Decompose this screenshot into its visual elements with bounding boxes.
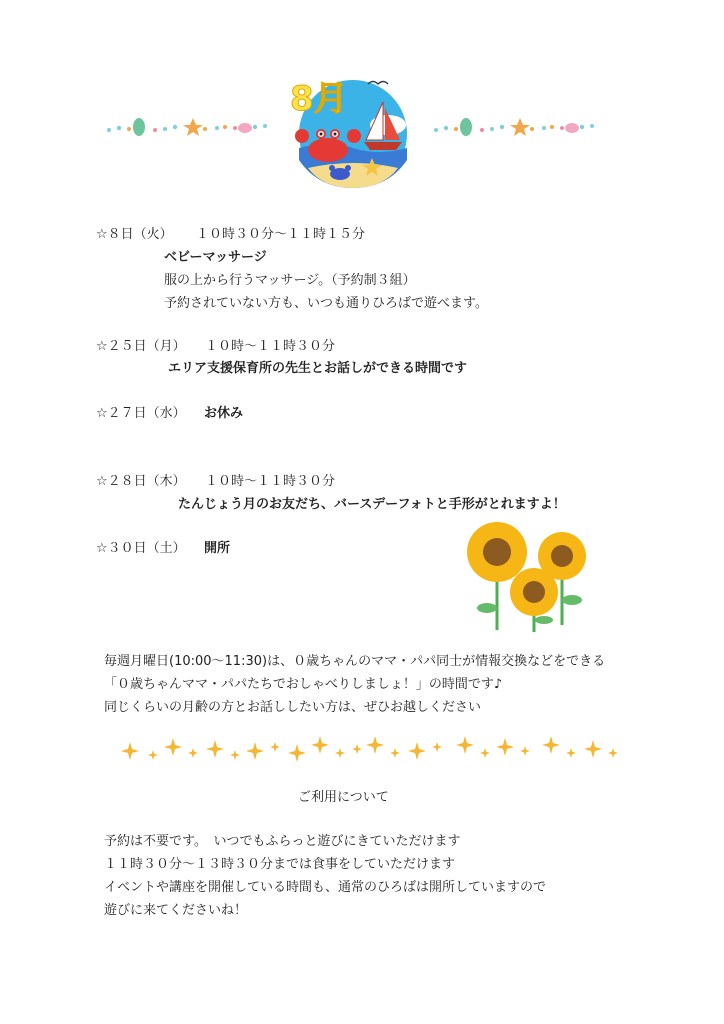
right-beach-garland [432, 112, 602, 142]
event-title: 開所 [204, 541, 231, 556]
usage-line: 予約は不要です。 いつでもふらっと遊びにきていただけます [104, 834, 461, 849]
usage-line: 遊びに来てくださいね！ [104, 903, 248, 918]
month-badge-text: 8月 [290, 79, 348, 119]
usage-line: イベントや講座を開催している時間も、通常のひろばは開所していますので [104, 880, 547, 895]
event-detail: 服の上から行うマッサージ。（予約制３組） [164, 273, 416, 288]
notice-line: 「０歳ちゃんママ・パパたちでおしゃべりしましょ！」の時間です♪ [104, 677, 503, 692]
usage-heading: ご利用について [298, 790, 389, 805]
left-beach-garland [105, 112, 275, 142]
event-date: ☆２７日（水） [96, 406, 186, 421]
shell-icon [238, 123, 252, 133]
event-time: １０時〜１１時３０分 [205, 339, 336, 354]
starfish-icon [510, 118, 530, 136]
sunflower-icon [462, 520, 592, 635]
event-date: ☆８日（火） [96, 227, 173, 242]
shell-icon [460, 118, 472, 136]
event-title: たんじょう月のお友だち、バースデーフォトと手形がとれますよ！ [178, 497, 566, 512]
event-date: ☆２５日（月） [96, 339, 186, 354]
starfish-icon [183, 118, 203, 136]
event-date: ☆３０日（土） [96, 541, 186, 556]
sparkle-icon [105, 733, 625, 773]
event-title: ベビーマッサージ [164, 250, 267, 265]
shell-icon [565, 123, 579, 133]
notice-line: 毎週月曜日(10:00〜11:30)は、０歳ちゃんのママ・パパ同士が情報交換などをできる [104, 654, 606, 669]
event-title: エリア支援保育所の先生とお話しができる時間です [168, 361, 468, 376]
event-title: お休み [204, 406, 244, 421]
shell-icon [133, 118, 145, 136]
event-detail: 予約されていない方も、いつも通りひろばで遊べます。 [164, 296, 488, 311]
event-date: ☆２８日（木） [96, 474, 186, 489]
usage-line: １１時３０分〜１３時３０分までは食事をしていただけます [104, 857, 456, 872]
event-time: １０時３０分〜１１時１５分 [196, 227, 366, 242]
month-badge [288, 70, 418, 190]
event-time: １０時〜１１時３０分 [205, 474, 336, 489]
notice-line: 同じくらいの月齢の方とお話ししたい方は、ぜひお越しください [104, 700, 482, 715]
